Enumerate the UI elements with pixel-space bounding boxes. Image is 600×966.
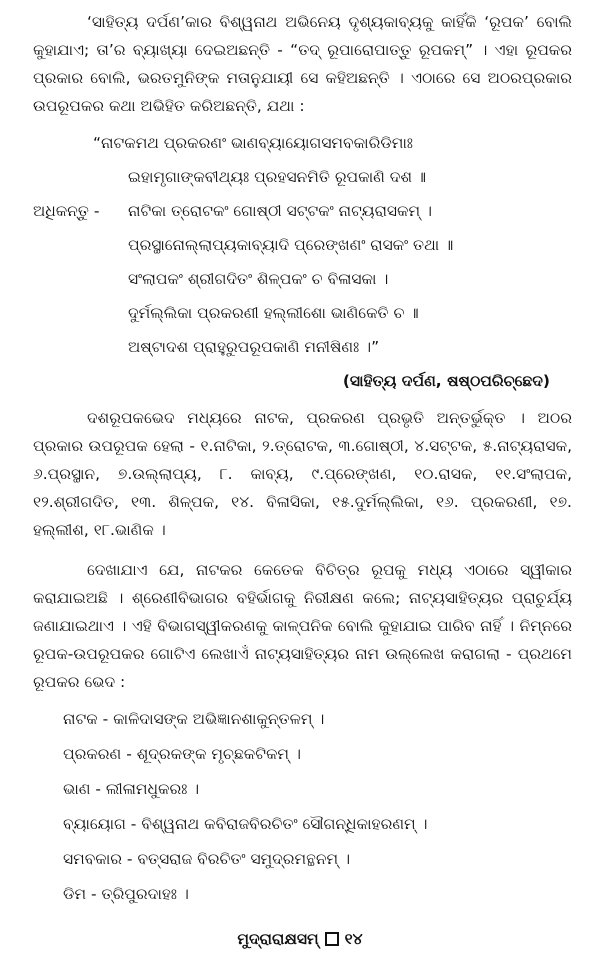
verse-line-1: “ନାଟକମଥ ପ୍ରକରଣଂ ଭାଣବ୍ୟାୟୋଗସମବକାରିଡିମାଃ [93, 134, 413, 152]
verse-line-6: ଦୁର୍ମଲ୍ଲିକା ପ୍ରକରଣୀ ହଲ୍ଲୀଶୋ ଭାଣିକେତି ଚ ॥ [128, 304, 419, 322]
page-number: ୧୪ [344, 930, 363, 948]
square-separator-icon [325, 932, 339, 946]
list-item: ପ୍ରକରଣ - ଶୂଦ୍ରକଙ୍କ ମୃଚ୍ଛକଟିକମ୍ । [63, 745, 301, 763]
book-title: ମୁଦ୍ରାରାକ୍ଷସମ୍ [237, 930, 319, 948]
verse-lead-label: ଅଧିକନ୍ତୁ - [33, 202, 100, 220]
verse-line-7: ଅଷ୍ଟାଦଶ ପ୍ରାହୁରୁପରୂପକାଣି ମନୀଷିଣଃ ।” [128, 338, 380, 356]
page-footer [0, 930, 600, 949]
rupaka-examples-list [33, 702, 572, 912]
types-paragraph: ଦଶରୂପକଭେଦ ମଧ୍ୟରେ ନାଟକ, ପ୍ରକରଣ ପ୍ରଭୃତି ଅନ୍ତର୍ଭୁକ୍ତ । ଅଠର ପ୍ରକାର ଉପରୂପକ ହେଲା - ୧.ନାଟିକା, ୨.ତ୍ରୋଟକ, ୩.ଗୋଷ୍ଠୀ, ୪.ସଟ୍ଟକ, ୫.ନାଟ୍ୟରାସକ, ୬.ପ୍ରସ୍ଥାନ, ୭.ଉଲ୍ଲାପ୍ୟ, ୮. କାବ୍ୟ, ୯.ପ୍ରେଙ୍ଖଣ, ୧୦.ରାସକ, ୧୧.ସଂଲାପକ, ୧୨.ଶ୍ରୀଗଦିତ, ୧୩. ଶିଳ୍ପକ, ୧୪. ବିଳାସିକା, ୧୫.ଦୁର୍ମଲ୍ଲିକା, ୧୬. ପ୍ରକରଣୀ, ୧୭. ହଲ୍ଲୀଶ, ୧୮.ଭାଣିକ । [33, 409, 572, 539]
list-item: ସମବକାର - ବତ୍ସରାଜ ବିରଚିତଂ ସମୁଦ୍ରମନ୍ଥନମ୍ । [63, 850, 351, 868]
list-item: ବ୍ୟାୟୋଗ - ବିଶ୍ୱନାଥ କବିରାଜବିରଚିତଂ ସୌଗନ୍ଧିକାହରଣମ୍ । [63, 815, 428, 833]
verse-row-adhikantu [33, 194, 572, 228]
sanskrit-verse [33, 126, 572, 364]
verse-source-citation: (ସାହିତ୍ୟ ଦର୍ପଣ, ଷଷ୍ଠପରିଚ୍ଛେଦ) [342, 372, 550, 390]
verse-line-3: ନାଟିକା ତ୍ରୋଟକଂ ଗୋଷ୍ଠୀ ସଟ୍ଟକଂ ନାଟ୍ୟରାସକମ୍ । [128, 202, 432, 220]
verse-line-2: ଇହାମୃଗାଙ୍କବୀଥ୍ୟଃ ପ୍ରହସନମିତି ରୂପକାଣି ଦଶ ॥ [128, 168, 427, 186]
list-item: ଭାଣ - ଲୀଳାମଧୁକରଃ । [63, 780, 200, 798]
list-item: ନାଟକ - କାଳିଦାସଙ୍କ ଅଭିଜ୍ଞାନଶାକୁନ୍ତଳମ୍ । [63, 710, 325, 728]
verse-line-5: ସଂଲାପକଂ ଶ୍ରୀଗଦିତଂ ଶିଳ୍ପକଂ ଚ ବିଳାସକା । [128, 270, 389, 288]
verse-line-4: ପ୍ରସ୍ଥାନୋଲ୍ଲାପ୍ୟକାବ୍ୟାଦି ପ୍ରେଙ୍ଖଣଂ ରାସକଂ ତଥା ॥ [128, 236, 454, 254]
list-item: ଡିମ - ତ୍ରିପୁରଦାହଃ । [63, 885, 189, 903]
observation-paragraph: ଦେଖାଯାଏ ଯେ, ନାଟକର କେତେକ ବିଚିତ୍ର ରୂପକୁ ମଧ୍ୟ ଏଠାରେ ସ୍ୱୀକାର କରାଯାଇଅଛି । ଶ୍ରେଣୀବିଭାଗର ବହିର୍ଭାଗକୁ ନିରୀକ୍ଷଣ କଲେ; ନାଟ୍ୟସାହିତ୍ୟର ପ୍ରାଚୁର୍ଯ୍ୟ ଜଣାଯାଇଥାଏ । ଏହି ବିଭାଗସ୍ୱୀକରଣକୁ କାଳ୍ପନିକ ବୋଲି କୁହାଯାଇ ପାରିବ ନାହିଁ । ନିମ୍ନରେ ରୂପକ-ଉପରୂପକର ଗୋଟିଏ ଲେଖାଏଁ ନାଟ୍ୟସାହିତ୍ୟର ନାମ ଉଲ୍ଲେଖ କରାଗଲା - ପ୍ରଥମେ ରୂପକର ଭେଦ : [33, 561, 572, 691]
intro-paragraph: ‘ସାହିତ୍ୟ ଦର୍ପଣ’କାର ବିଶ୍ୱନାଥ ଅଭିନେୟ ଦୃଶ୍ୟକାବ୍ୟକୁ କାହିଁକି ‘ରୂପକ’ ବୋଲି କୁହାଯାଏ; ତା’ର ବ୍ୟାଖ୍ୟା ଦେଇଅଛନ୍ତି - “ତଦ୍ ରୂପାରୋପାତ୍ତୁ ରୂପକମ୍” । ଏହା ରୂପକର ପ୍ରକାର ବୋଲି, ଭରତମୁନିଙ୍କ ମତାନୁଯାୟୀ ସେ କହିଅଛନ୍ତି । ଏଠାରେ ସେ ଅଠରପ୍ରକାର ଉପରୂପକର କଥା ଅଭିହିତ କରିଅଛନ୍ତି, ଯଥା : [33, 13, 572, 115]
